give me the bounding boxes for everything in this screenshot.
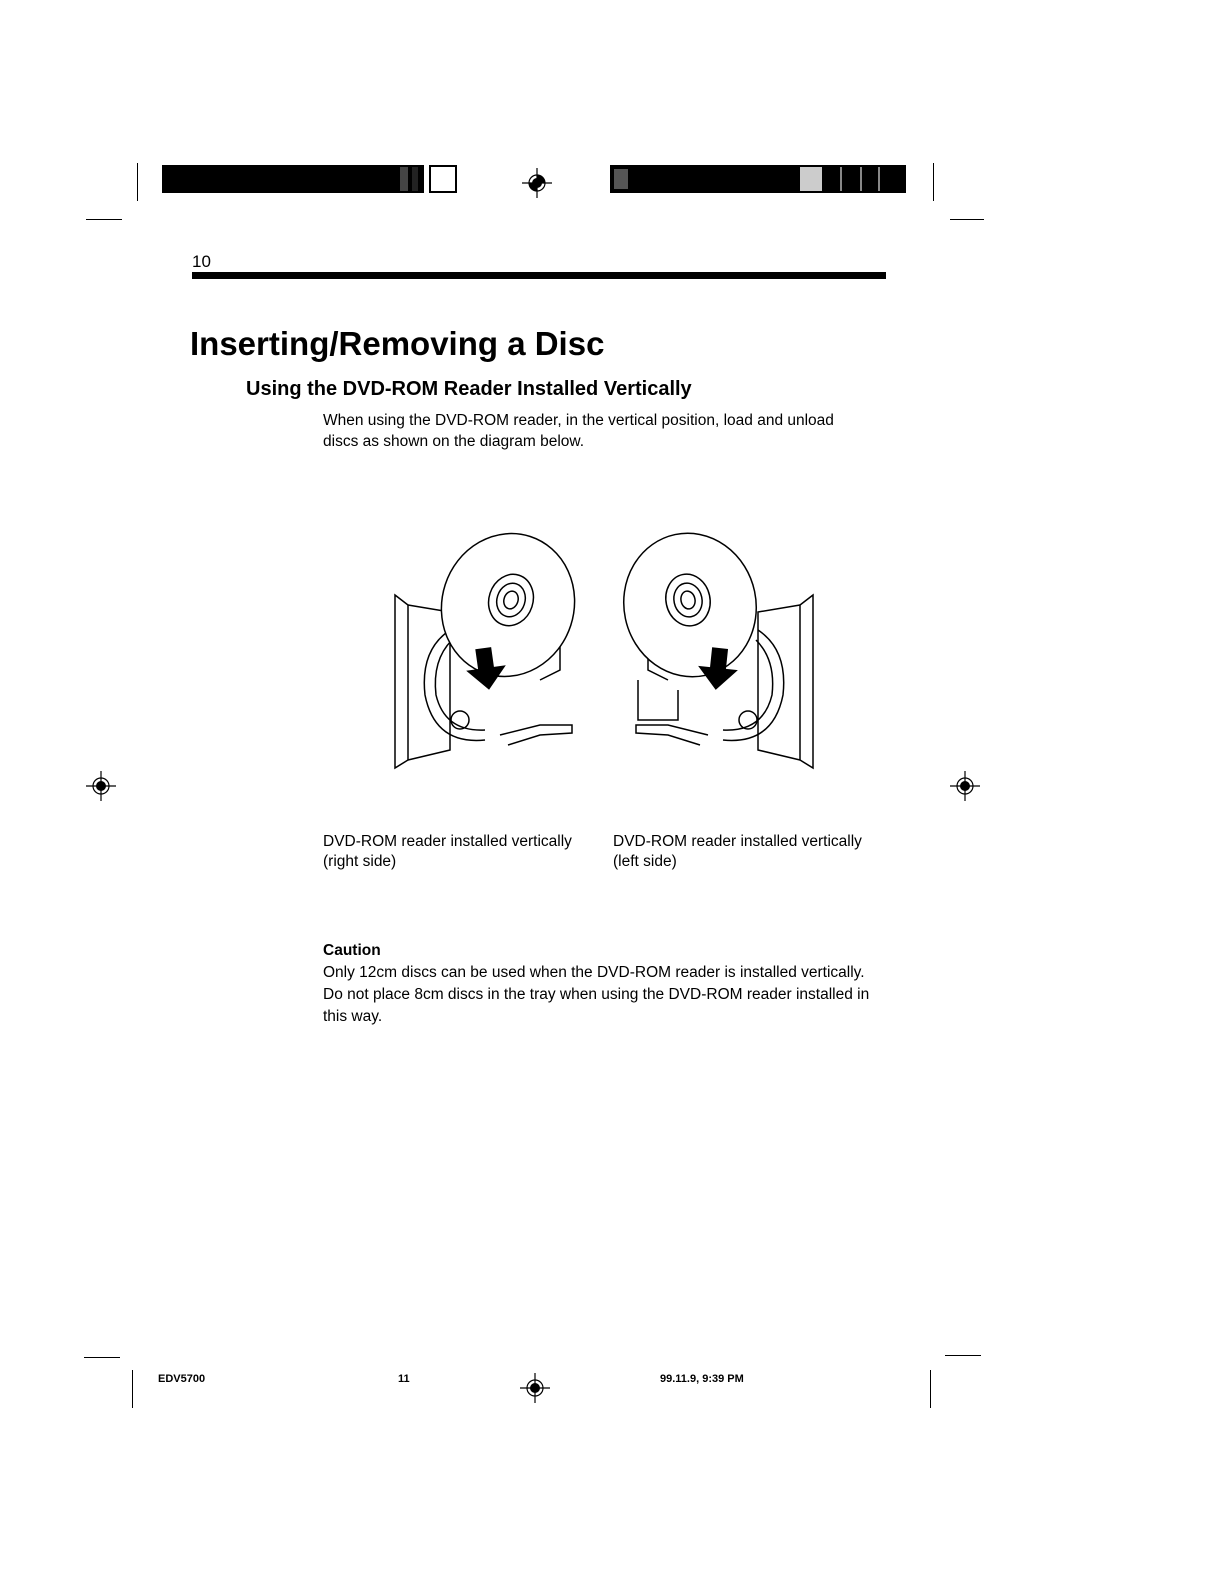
page-title: Inserting/Removing a Disc: [190, 325, 605, 362]
footer-model: EDV5700: [158, 1373, 206, 1385]
registration-mark-icon: [520, 1373, 550, 1403]
crop-mark: [84, 1357, 120, 1358]
footer-sheet-number: 11: [398, 1373, 410, 1385]
caution-text: Only 12cm discs can be used when the DVD-ROM reader is installed vertically. Do not place 8cm discs in the tray when using the DVD-ROM reader installed in this way.: [323, 964, 870, 1025]
page-number: 10: [192, 252, 211, 271]
top-print-bar-right: [610, 165, 906, 193]
crop-mark: [933, 163, 934, 201]
caution-title: Caution: [323, 942, 381, 959]
footer-timestamp: 99.11.9, 9:39 PM: [660, 1373, 744, 1385]
drive-left-side-illustration: [618, 520, 818, 770]
crop-mark: [945, 1355, 981, 1356]
crop-mark: [950, 219, 984, 220]
caption-right-side: DVD-ROM reader installed vertically (right side): [323, 833, 572, 870]
intro-paragraph: When using the DVD-ROM reader, in the vertical position, load and unload discs as shown on the diagram below.: [323, 412, 834, 450]
registration-mark-icon: [950, 771, 980, 801]
drive-right-side-illustration: [390, 520, 590, 770]
registration-mark-icon: [86, 771, 116, 801]
section-heading: Using the DVD-ROM Reader Installed Vertically: [246, 378, 692, 400]
crop-mark: [86, 219, 122, 220]
top-print-bar-left: [162, 165, 458, 193]
registration-mark-icon: [522, 168, 552, 198]
header-rule: [192, 272, 886, 279]
crop-mark: [930, 1370, 931, 1408]
caution-block: [323, 940, 883, 1028]
crop-mark: [132, 1370, 133, 1408]
crop-mark: [137, 163, 138, 201]
caption-left-side: DVD-ROM reader installed vertically (left side): [613, 833, 862, 870]
